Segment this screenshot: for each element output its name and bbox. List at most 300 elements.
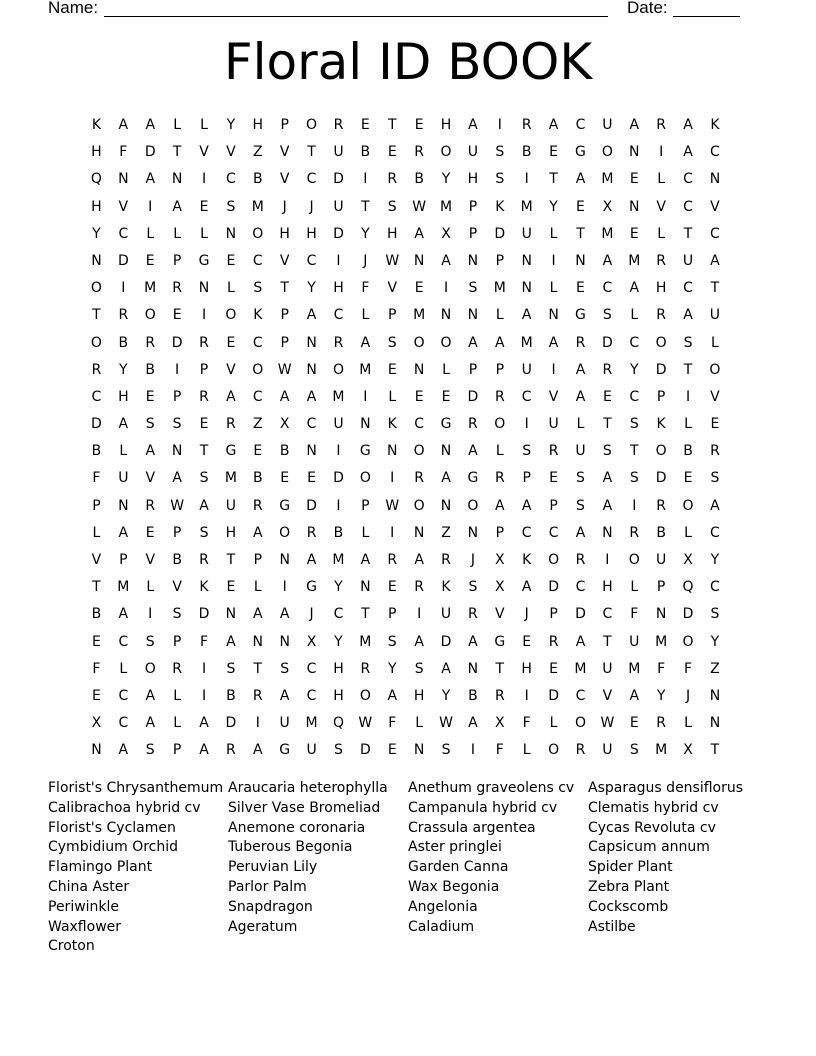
grid-letter[interactable]: T [226, 552, 236, 568]
grid-letter[interactable]: A [414, 552, 424, 568]
grid-letter[interactable]: O [628, 552, 640, 568]
grid-letter[interactable]: T [387, 117, 397, 133]
grid-letter[interactable]: H [333, 280, 344, 297]
grid-letter[interactable]: A [118, 416, 129, 433]
grid-letter[interactable]: I [175, 361, 180, 378]
grid-letter[interactable]: V [145, 470, 156, 487]
grid-letter[interactable]: M [144, 280, 157, 297]
grid-letter[interactable]: C [306, 660, 317, 677]
grid-letter[interactable]: O [682, 497, 694, 514]
grid-letter[interactable]: I [390, 470, 395, 487]
grid-letter[interactable]: P [388, 307, 397, 324]
grid-letter[interactable]: O [655, 443, 667, 460]
grid-letter[interactable]: E [549, 660, 559, 677]
grid-letter[interactable]: G [575, 144, 586, 161]
grid-letter[interactable]: U [521, 225, 532, 242]
grid-letter[interactable]: S [629, 470, 639, 487]
grid-letter[interactable]: E [92, 687, 101, 704]
grid-letter[interactable]: N [225, 606, 237, 623]
grid-letter[interactable]: E [414, 388, 424, 405]
grid-letter[interactable]: H [333, 660, 344, 677]
grid-letter[interactable]: A [387, 687, 398, 704]
grid-letter[interactable]: I [605, 552, 610, 568]
grid-letter[interactable]: W [277, 361, 292, 378]
grid-letter[interactable]: C [521, 388, 532, 405]
grid-letter[interactable]: E [414, 280, 424, 297]
grid-letter[interactable]: B [226, 687, 236, 704]
grid-letter[interactable]: C [710, 225, 720, 242]
grid-letter[interactable]: L [226, 280, 235, 297]
grid-letter[interactable]: S [602, 307, 612, 324]
grid-letter[interactable]: A [226, 388, 236, 405]
grid-letter[interactable]: A [575, 388, 586, 405]
grid-letter[interactable]: E [387, 361, 397, 378]
grid-letter[interactable]: O [359, 687, 371, 704]
grid-letter[interactable]: M [251, 198, 264, 215]
grid-letter[interactable]: D [601, 334, 613, 351]
grid-letter[interactable]: Y [361, 225, 370, 242]
grid-letter[interactable]: A [279, 388, 290, 405]
grid-letter[interactable]: R [468, 416, 478, 433]
grid-letter[interactable]: R [333, 334, 344, 351]
grid-letter[interactable]: A [360, 334, 371, 351]
grid-letter[interactable]: I [201, 660, 207, 677]
grid-letter[interactable]: N [306, 334, 317, 351]
grid-letter[interactable]: V [279, 252, 290, 269]
grid-letter[interactable]: M [493, 280, 506, 297]
grid-letter[interactable]: V [710, 198, 720, 215]
grid-letter[interactable]: O [548, 742, 560, 759]
grid-letter[interactable]: N [360, 416, 371, 433]
grid-letter[interactable]: T [495, 660, 505, 677]
grid-letter[interactable]: V [602, 687, 613, 704]
grid-letter[interactable]: R [360, 660, 371, 677]
grid-letter[interactable]: A [468, 117, 478, 133]
grid-letter[interactable]: I [336, 252, 341, 269]
grid-letter[interactable]: E [280, 470, 290, 487]
grid-letter[interactable]: P [656, 388, 666, 405]
grid-letter[interactable]: O [252, 225, 264, 242]
grid-letter[interactable]: N [440, 307, 452, 324]
grid-letter[interactable]: K [522, 552, 532, 568]
grid-letter[interactable]: R [710, 443, 720, 460]
grid-letter[interactable]: T [603, 416, 612, 433]
grid-letter[interactable]: I [632, 497, 637, 514]
grid-letter[interactable]: M [574, 660, 587, 677]
grid-letter[interactable]: S [280, 660, 290, 677]
grid-letter[interactable]: S [629, 742, 639, 759]
grid-letter[interactable]: N [413, 252, 425, 269]
grid-letter[interactable]: P [172, 252, 182, 269]
grid-letter[interactable]: A [575, 633, 586, 650]
grid-letter[interactable]: E [199, 416, 209, 433]
grid-letter[interactable]: E [629, 225, 639, 242]
grid-letter[interactable]: A [306, 552, 317, 568]
grid-letter[interactable]: I [201, 171, 207, 188]
grid-letter[interactable]: Q [90, 171, 102, 188]
grid-letter[interactable]: C [575, 117, 586, 133]
grid-letter[interactable]: H [413, 687, 425, 704]
grid-letter[interactable]: C [683, 171, 693, 188]
grid-letter[interactable]: V [145, 552, 156, 568]
grid-letter[interactable]: F [657, 660, 666, 677]
grid-letter[interactable]: R [306, 524, 317, 541]
grid-letter[interactable]: B [91, 443, 102, 460]
grid-letter[interactable]: L [119, 443, 128, 460]
grid-letter[interactable]: G [494, 633, 506, 650]
grid-letter[interactable]: P [468, 225, 478, 242]
grid-letter[interactable]: E [629, 715, 639, 732]
grid-letter[interactable]: Y [656, 687, 666, 704]
grid-letter[interactable]: D [91, 416, 102, 433]
grid-letter[interactable]: D [333, 470, 344, 487]
grid-letter[interactable]: N [306, 443, 317, 460]
grid-letter[interactable]: C [683, 198, 693, 215]
grid-letter[interactable]: P [172, 524, 182, 541]
grid-letter[interactable]: H [386, 225, 398, 242]
grid-letter[interactable]: E [253, 443, 263, 460]
grid-letter[interactable]: C [629, 388, 640, 405]
grid-letter[interactable]: N [198, 280, 210, 297]
grid-letter[interactable]: H [91, 198, 102, 215]
grid-letter[interactable]: H [252, 117, 264, 133]
grid-letter[interactable]: A [253, 524, 263, 541]
grid-letter[interactable]: I [336, 443, 341, 460]
grid-letter[interactable]: L [92, 524, 101, 541]
grid-letter[interactable]: D [359, 742, 371, 759]
grid-letter[interactable]: A [199, 742, 209, 759]
grid-letter[interactable]: W [600, 715, 615, 732]
grid-letter[interactable]: N [709, 171, 721, 188]
grid-letter[interactable]: P [280, 117, 289, 133]
grid-letter[interactable]: W [385, 252, 400, 269]
grid-letter[interactable]: L [253, 579, 262, 596]
grid-letter[interactable]: M [305, 715, 318, 732]
grid-letter[interactable]: P [253, 552, 263, 568]
grid-letter[interactable]: R [118, 307, 129, 324]
grid-letter[interactable]: D [225, 715, 237, 732]
grid-letter[interactable]: U [333, 144, 344, 161]
grid-letter[interactable]: C [306, 171, 317, 188]
grid-letter[interactable]: A [306, 307, 317, 324]
grid-letter[interactable]: C [252, 252, 263, 269]
grid-letter[interactable]: E [683, 470, 693, 487]
grid-letter[interactable]: P [361, 497, 370, 514]
grid-letter[interactable]: C [683, 280, 693, 297]
grid-letter[interactable]: A [414, 225, 424, 242]
grid-letter[interactable]: L [549, 715, 558, 732]
grid-letter[interactable]: L [173, 715, 182, 732]
grid-letter[interactable]: I [470, 742, 475, 759]
grid-letter[interactable]: A [683, 117, 693, 133]
grid-letter[interactable]: E [172, 307, 182, 324]
grid-letter[interactable]: T [549, 171, 558, 188]
grid-letter[interactable]: R [575, 334, 586, 351]
grid-letter[interactable]: K [91, 117, 102, 133]
grid-letter[interactable]: O [682, 633, 694, 650]
grid-letter[interactable]: T [710, 742, 720, 759]
grid-letter[interactable]: R [226, 742, 236, 759]
grid-letter[interactable]: P [495, 361, 505, 378]
grid-letter[interactable]: J [309, 606, 314, 623]
grid-letter[interactable]: Z [252, 416, 263, 433]
grid-letter[interactable]: A [145, 443, 156, 460]
grid-letter[interactable]: G [359, 443, 371, 460]
grid-letter[interactable]: I [551, 252, 556, 269]
grid-letter[interactable]: J [363, 252, 368, 269]
grid-letter[interactable]: U [682, 252, 694, 269]
grid-letter[interactable]: P [468, 198, 478, 215]
grid-letter[interactable]: A [253, 606, 263, 623]
grid-letter[interactable]: V [199, 144, 209, 161]
grid-letter[interactable]: E [145, 388, 155, 405]
grid-letter[interactable]: T [361, 606, 370, 623]
grid-letter[interactable]: N [629, 144, 640, 161]
grid-letter[interactable]: Y [334, 579, 343, 596]
grid-letter[interactable]: A [468, 633, 478, 650]
grid-letter[interactable]: E [549, 144, 559, 161]
grid-letter[interactable]: Y [119, 361, 128, 378]
grid-letter[interactable]: U [225, 497, 237, 514]
grid-letter[interactable]: L [173, 687, 182, 704]
grid-letter[interactable]: Y [92, 225, 101, 242]
grid-letter[interactable]: R [199, 388, 209, 405]
grid-letter[interactable]: M [628, 660, 641, 677]
grid-letter[interactable]: A [468, 443, 478, 460]
grid-letter[interactable]: L [200, 225, 208, 242]
grid-letter[interactable]: L [388, 388, 397, 405]
grid-letter[interactable]: N [467, 524, 479, 541]
grid-letter[interactable]: H [118, 388, 129, 405]
grid-letter[interactable]: N [279, 633, 290, 650]
grid-letter[interactable]: E [710, 416, 720, 433]
grid-letter[interactable]: R [414, 470, 424, 487]
grid-letter[interactable]: G [225, 443, 237, 460]
grid-letter[interactable]: Y [307, 280, 316, 297]
grid-letter[interactable]: T [629, 443, 639, 460]
grid-letter[interactable]: R [575, 552, 586, 568]
grid-letter[interactable]: D [440, 633, 452, 650]
grid-letter[interactable]: M [332, 552, 345, 568]
grid-letter[interactable]: N [440, 443, 452, 460]
grid-letter[interactable]: U [521, 361, 532, 378]
grid-letter[interactable]: A [521, 579, 532, 596]
grid-letter[interactable]: C [629, 334, 640, 351]
grid-letter[interactable]: U [333, 416, 344, 433]
grid-letter[interactable]: B [279, 443, 290, 460]
grid-letter[interactable]: L [576, 416, 585, 433]
grid-letter[interactable]: S [602, 443, 612, 460]
grid-letter[interactable]: G [279, 742, 291, 759]
grid-letter[interactable]: E [629, 171, 639, 188]
grid-letter[interactable]: P [468, 361, 478, 378]
grid-letter[interactable]: B [360, 144, 371, 161]
grid-letter[interactable]: V [279, 144, 290, 161]
grid-letter[interactable]: M [413, 307, 426, 324]
grid-letter[interactable]: U [333, 198, 344, 215]
grid-letter[interactable]: R [226, 416, 236, 433]
grid-letter[interactable]: H [306, 225, 317, 242]
grid-letter[interactable]: A [575, 171, 586, 188]
grid-letter[interactable]: C [252, 334, 263, 351]
grid-letter[interactable]: K [253, 307, 263, 324]
grid-letter[interactable]: R [521, 117, 532, 133]
grid-letter[interactable]: I [121, 280, 126, 297]
grid-letter[interactable]: S [387, 334, 397, 351]
grid-letter[interactable]: A [548, 334, 559, 351]
grid-letter[interactable]: R [199, 334, 209, 351]
grid-letter[interactable]: I [685, 388, 691, 405]
grid-letter[interactable]: O [413, 334, 425, 351]
grid-letter[interactable]: T [172, 144, 182, 161]
grid-letter[interactable]: A [468, 334, 478, 351]
grid-letter[interactable]: O [279, 524, 291, 541]
grid-letter[interactable]: C [575, 579, 586, 596]
grid-letter[interactable]: T [253, 660, 263, 677]
grid-letter[interactable]: N [91, 252, 102, 269]
grid-letter[interactable]: M [655, 633, 668, 650]
grid-letter[interactable]: N [171, 171, 183, 188]
grid-letter[interactable]: B [145, 361, 156, 378]
grid-letter[interactable]: M [332, 388, 345, 405]
grid-letter[interactable]: W [385, 497, 400, 514]
grid-letter[interactable]: A [172, 470, 182, 487]
grid-letter[interactable]: K [387, 416, 397, 433]
grid-letter[interactable]: P [280, 334, 289, 351]
grid-letter[interactable]: P [549, 497, 558, 514]
grid-letter[interactable]: U [629, 633, 640, 650]
grid-letter[interactable]: H [225, 524, 237, 541]
grid-letter[interactable]: A [145, 171, 156, 188]
grid-letter[interactable]: A [575, 524, 586, 541]
grid-letter[interactable]: R [602, 361, 613, 378]
grid-letter[interactable]: O [252, 361, 264, 378]
grid-letter[interactable]: F [199, 633, 209, 650]
grid-letter[interactable]: D [333, 225, 344, 242]
grid-letter[interactable]: P [495, 524, 505, 541]
grid-letter[interactable]: M [520, 198, 533, 215]
grid-letter[interactable]: P [172, 388, 182, 405]
grid-letter[interactable]: M [117, 579, 130, 596]
grid-letter[interactable]: F [388, 715, 397, 732]
grid-letter[interactable]: T [683, 225, 693, 242]
grid-letter[interactable]: G [440, 416, 452, 433]
grid-letter[interactable]: C [521, 524, 532, 541]
grid-letter[interactable]: C [414, 416, 425, 433]
grid-letter[interactable]: T [92, 579, 101, 596]
grid-letter[interactable]: S [710, 470, 720, 487]
grid-letter[interactable]: V [656, 198, 666, 215]
grid-letter[interactable]: M [224, 470, 237, 487]
grid-letter[interactable]: R [441, 552, 451, 568]
grid-letter[interactable]: I [551, 361, 556, 378]
grid-letter[interactable]: S [629, 416, 639, 433]
grid-letter[interactable]: L [684, 715, 692, 732]
grid-letter[interactable]: H [279, 225, 290, 242]
grid-letter[interactable]: E [576, 280, 585, 297]
grid-letter[interactable]: L [630, 579, 639, 596]
grid-letter[interactable]: F [92, 660, 101, 677]
grid-letter[interactable]: S [145, 633, 155, 650]
grid-letter[interactable]: R [252, 497, 263, 514]
grid-letter[interactable]: R [494, 388, 505, 405]
grid-letter[interactable]: C [252, 388, 263, 405]
grid-letter[interactable]: L [146, 579, 155, 596]
grid-letter[interactable]: P [549, 606, 558, 623]
grid-letter[interactable]: O [655, 334, 667, 351]
grid-letter[interactable]: S [226, 198, 236, 215]
grid-letter[interactable]: O [90, 334, 102, 351]
grid-letter[interactable]: B [656, 524, 666, 541]
grid-letter[interactable]: E [387, 144, 397, 161]
grid-letter[interactable]: L [657, 225, 666, 242]
grid-letter[interactable]: F [522, 715, 531, 732]
grid-letter[interactable]: C [118, 687, 129, 704]
grid-letter[interactable]: L [495, 307, 504, 324]
grid-letter[interactable]: X [683, 552, 693, 568]
grid-letter[interactable]: A [414, 633, 424, 650]
grid-letter[interactable]: P [495, 252, 505, 269]
grid-letter[interactable]: Y [226, 117, 236, 133]
grid-letter[interactable]: E [360, 117, 370, 133]
grid-letter[interactable]: C [118, 715, 129, 732]
grid-letter[interactable]: O [440, 144, 452, 161]
grid-letter[interactable]: B [91, 606, 102, 623]
grid-letter[interactable]: L [684, 416, 692, 433]
grid-letter[interactable]: N [548, 307, 559, 324]
grid-letter[interactable]: L [657, 171, 666, 188]
grid-letter[interactable]: G [198, 252, 210, 269]
grid-letter[interactable]: Y [629, 361, 639, 378]
grid-letter[interactable]: E [549, 470, 559, 487]
grid-letter[interactable]: M [520, 334, 533, 351]
grid-letter[interactable]: O [574, 715, 586, 732]
grid-letter[interactable]: T [199, 443, 209, 460]
grid-letter[interactable]: N [225, 225, 237, 242]
grid-letter[interactable]: C [91, 388, 102, 405]
grid-letter[interactable]: E [441, 388, 451, 405]
grid-letter[interactable]: N [521, 252, 532, 269]
grid-letter[interactable]: O [548, 552, 560, 568]
grid-letter[interactable]: A [279, 687, 290, 704]
grid-letter[interactable]: S [387, 633, 397, 650]
grid-letter[interactable]: C [602, 606, 613, 623]
grid-letter[interactable]: S [576, 470, 585, 487]
grid-letter[interactable]: L [146, 225, 155, 242]
grid-letter[interactable]: O [494, 416, 506, 433]
grid-letter[interactable]: I [390, 524, 395, 541]
grid-letter[interactable]: A [441, 470, 451, 487]
grid-letter[interactable]: E [145, 524, 155, 541]
grid-letter[interactable]: V [710, 388, 720, 405]
grid-letter[interactable]: N [413, 524, 425, 541]
grid-letter[interactable]: P [92, 497, 101, 514]
grid-letter[interactable]: K [199, 579, 209, 596]
grid-letter[interactable]: R [172, 660, 182, 677]
grid-letter[interactable]: K [656, 416, 666, 433]
grid-letter[interactable]: I [524, 687, 529, 704]
grid-letter[interactable]: N [91, 742, 102, 759]
grid-letter[interactable]: W [412, 198, 427, 215]
grid-letter[interactable]: I [363, 171, 368, 188]
grid-letter[interactable]: O [601, 144, 613, 161]
grid-letter[interactable]: E [226, 579, 236, 596]
grid-letter[interactable]: U [467, 144, 479, 161]
grid-letter[interactable]: E [387, 742, 397, 759]
grid-letter[interactable]: S [683, 334, 693, 351]
grid-letter[interactable]: C [306, 687, 317, 704]
grid-letter[interactable]: J [470, 552, 475, 568]
